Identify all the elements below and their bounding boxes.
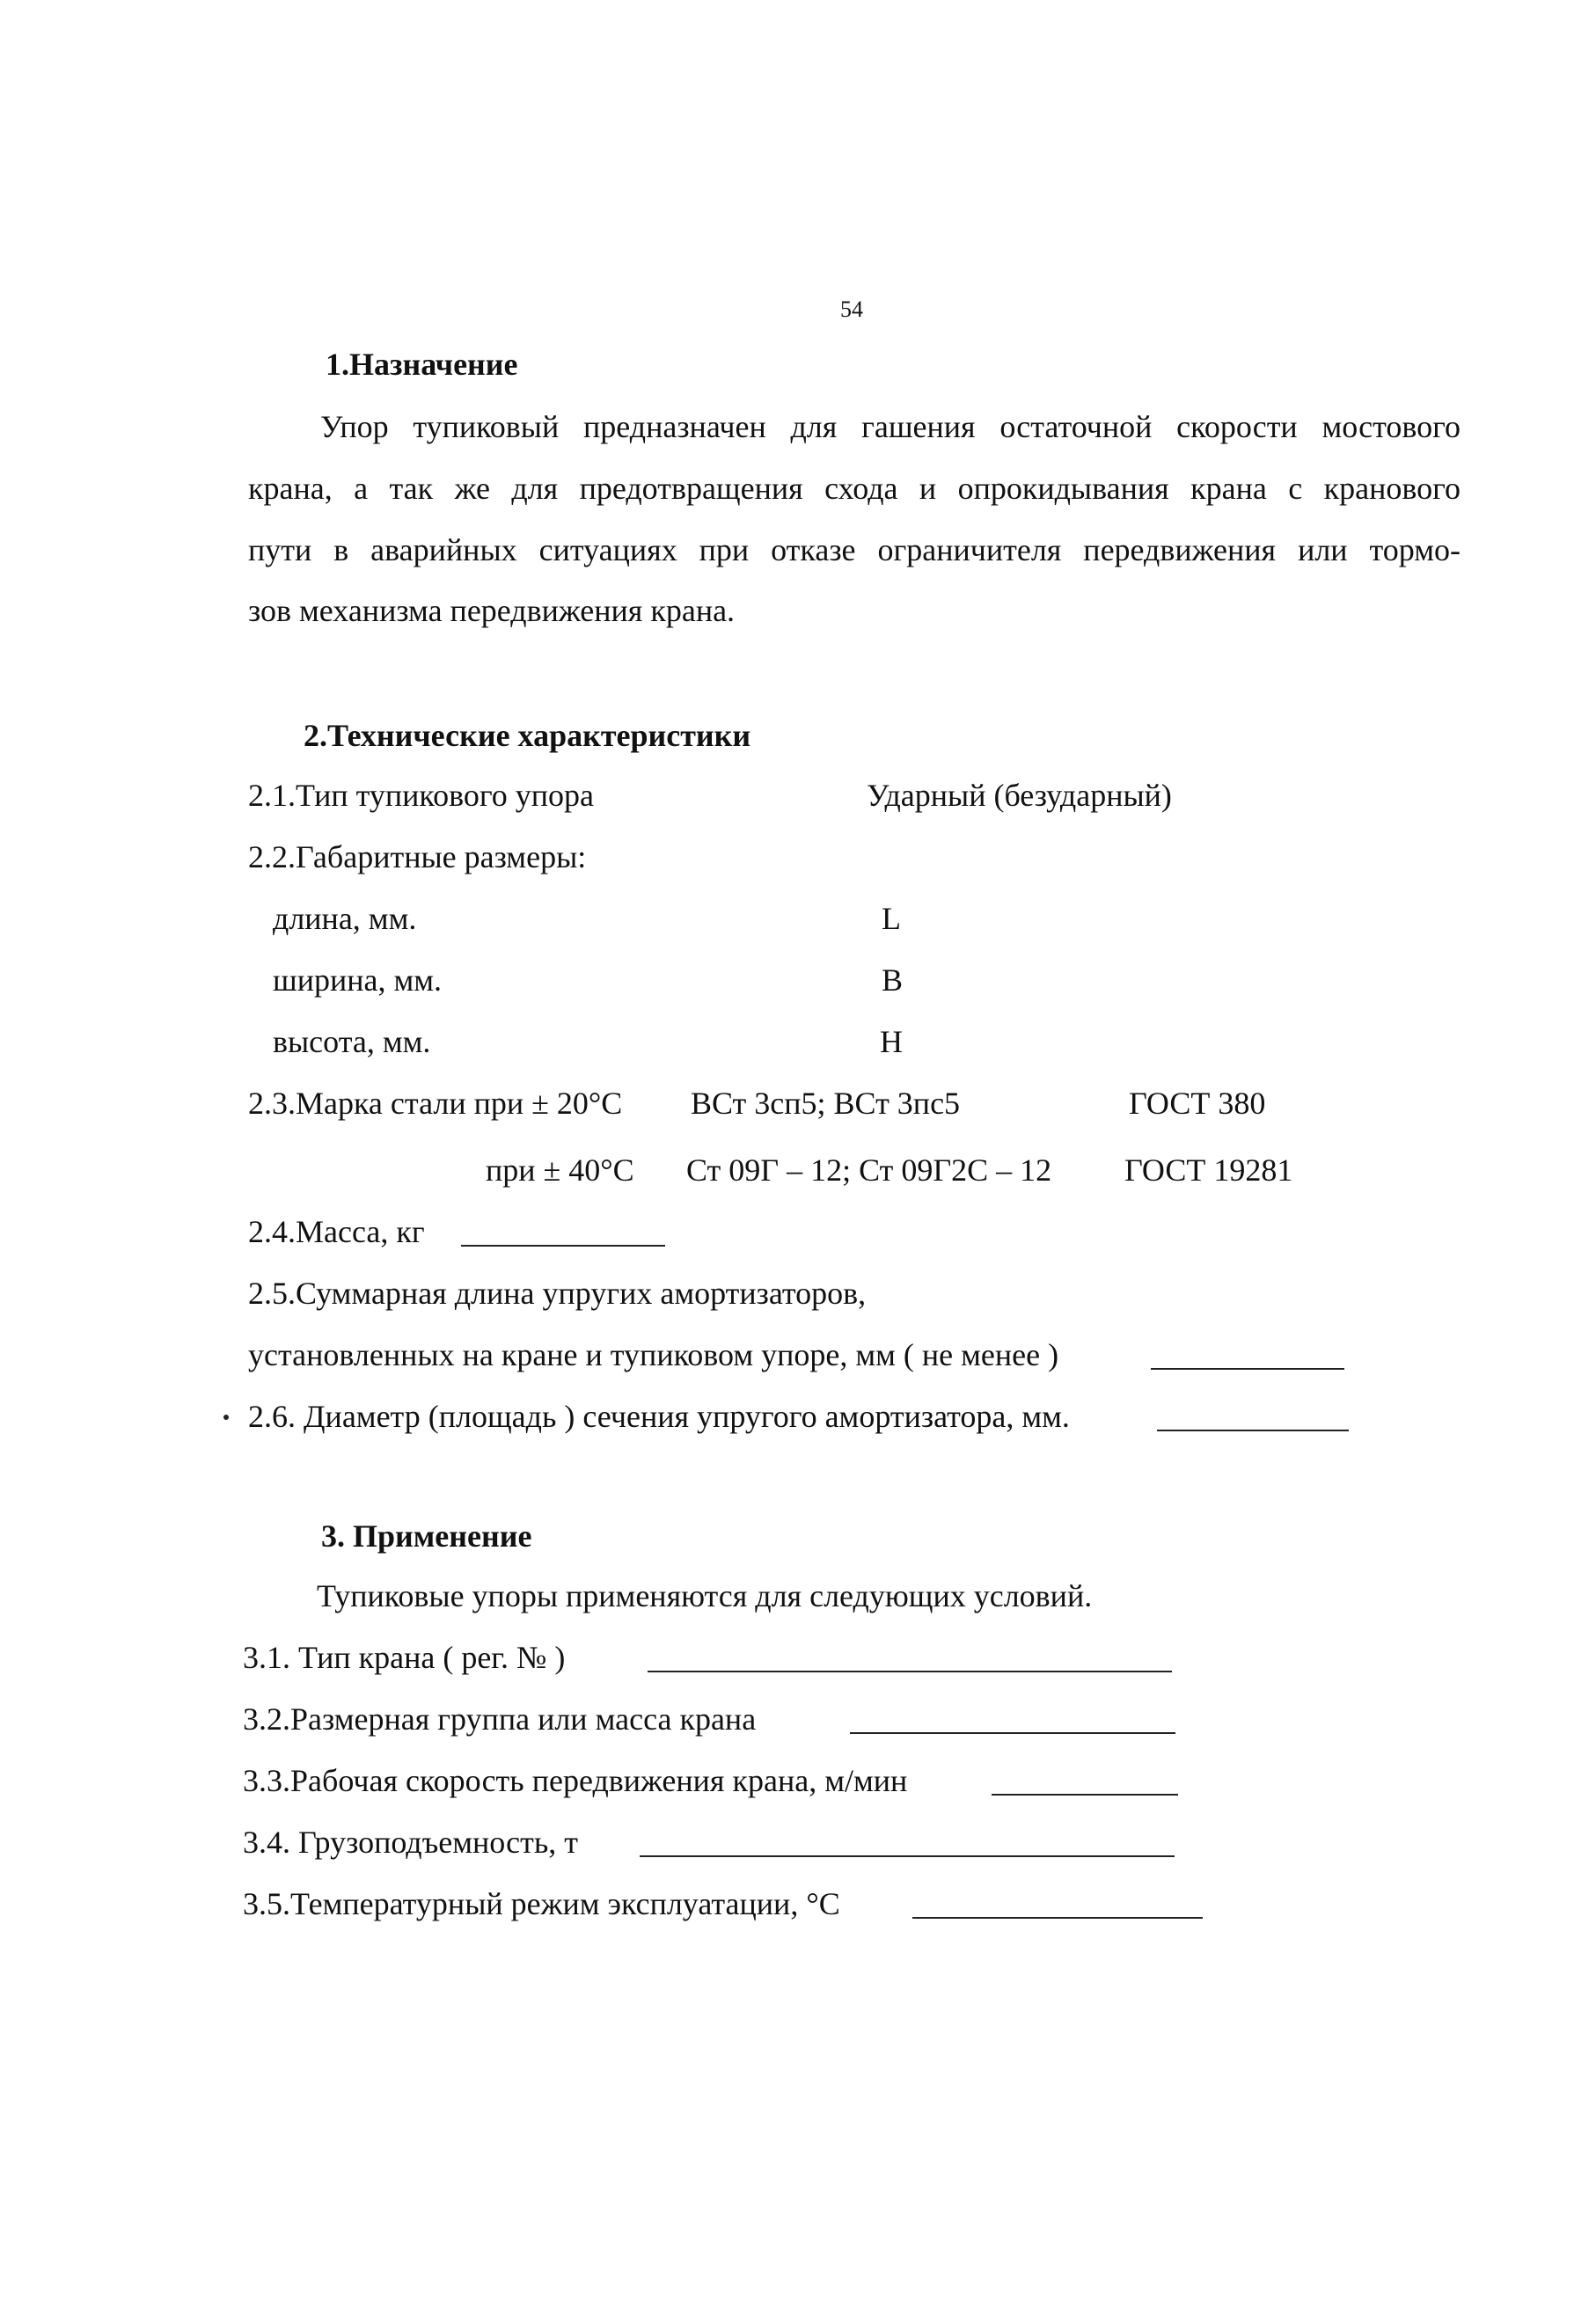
crane-type-blank-line	[648, 1671, 1172, 1672]
load-capacity-blank-line	[640, 1855, 1175, 1857]
dim-height-label: высота, мм.	[273, 1024, 431, 1059]
spec-2-3-label: 2.3.Марка стали при ± 20°С	[248, 1086, 623, 1121]
spec-2-6-label: 2.6. Диаметр (площадь ) сечения упругого амортизатора, мм.	[248, 1399, 1070, 1434]
spec-2-3-steel-grade-2: Ст 09Г – 12; Ст 09Г2С – 12	[686, 1152, 1052, 1188]
section-2-heading: 2.Технические характеристики	[304, 718, 751, 753]
section-3-intro: Тупиковые упоры применяются для следующих условий.	[317, 1578, 1093, 1613]
travel-speed-blank-line	[992, 1794, 1178, 1796]
spec-2-4-label: 2.4.Масса, кг	[248, 1214, 425, 1249]
spec-2-3-standard-2: ГОСТ 19281	[1124, 1152, 1293, 1188]
spec-2-3-standard: ГОСТ 380	[1129, 1086, 1266, 1121]
application-3-2-label: 3.2.Размерная группа или масса крана	[243, 1701, 757, 1737]
spec-2-3-steel-grade: ВСт 3сп5; ВСт 3пс5	[691, 1086, 961, 1121]
dim-height-value: H	[880, 1024, 903, 1059]
application-3-5-label: 3.5.Температурный режим эксплуатации, °С	[243, 1886, 840, 1921]
spec-2-1-label: 2.1.Тип тупикового упора	[248, 778, 594, 813]
application-3-4-label: 3.4. Грузоподъемность, т	[243, 1825, 579, 1860]
section-1-paragraph-line-3: пути в аварийных ситуациях при отказе ограничителя передвижения или тормо-	[248, 532, 1461, 567]
temperature-mode-blank-line	[912, 1917, 1203, 1919]
spec-2-5-label-line-2: установленных на кране и тупиковом упоре, мм ( не менее )	[248, 1337, 1059, 1372]
spec-2-1-value: Ударный (безударный)	[867, 778, 1172, 813]
margin-dot-mark	[223, 1415, 229, 1420]
absorber-diameter-blank-line	[1157, 1430, 1349, 1431]
mass-blank-line	[461, 1245, 665, 1247]
dim-width-label: ширина, мм.	[273, 962, 443, 998]
crane-size-group-blank-line	[850, 1732, 1175, 1734]
dim-length-label: длина, мм.	[273, 901, 417, 936]
application-3-3-label: 3.3.Рабочая скорость передвижения крана, м/мин	[243, 1763, 908, 1798]
section-1-paragraph-line-4: зов механизма передвижения крана.	[248, 593, 736, 628]
spec-2-5-label-line-1: 2.5.Суммарная длина упругих амортизаторов,	[248, 1276, 867, 1311]
page-number: 54	[840, 296, 863, 322]
dim-width-value: B	[882, 962, 904, 998]
section-3-heading: 3. Применение	[321, 1518, 532, 1554]
section-1-paragraph-line-1: Упор тупиковый предназначен для гашения остаточной скорости мостового	[320, 409, 1461, 444]
dim-length-value: L	[882, 901, 901, 936]
absorber-length-blank-line	[1151, 1368, 1344, 1370]
section-1-paragraph-line-2: крана, а так же для предотвращения схода и опрокидывания крана с кранового	[248, 471, 1461, 506]
application-3-1-label: 3.1. Тип крана ( рег. № )	[243, 1640, 566, 1675]
section-1-heading: 1.Назначение	[326, 347, 518, 382]
spec-2-2-label: 2.2.Габаритные размеры:	[248, 839, 587, 874]
spec-2-3-label-2: при ± 40°С	[486, 1152, 634, 1188]
